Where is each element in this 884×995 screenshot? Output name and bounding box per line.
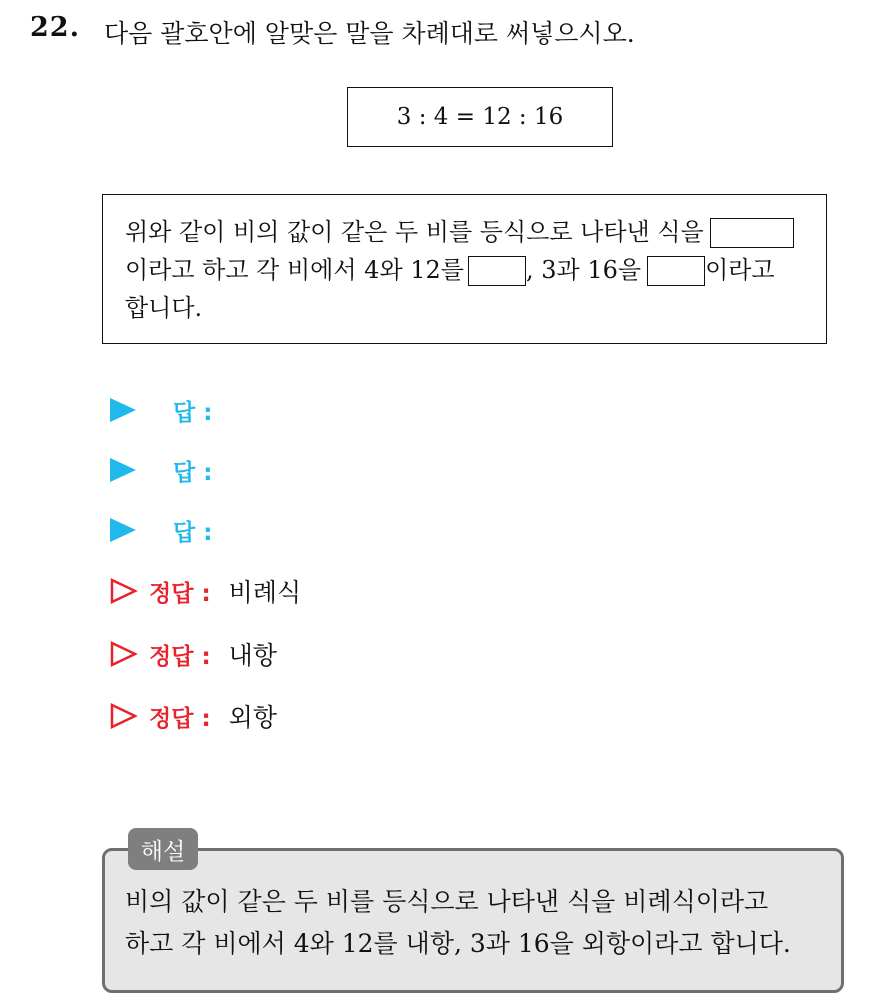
outline-triangle-icon: [110, 578, 138, 604]
passage-box: [102, 194, 827, 344]
play-triangle-icon: [110, 398, 136, 422]
passage-text-3: 합니다.: [125, 294, 203, 322]
correct-answer-row-3: [110, 699, 277, 733]
formula-text: 3 : 4 = 12 : 16: [396, 104, 564, 130]
explanation-box: [102, 848, 844, 993]
play-triangle-icon: [110, 518, 136, 542]
question-number: 22.: [30, 12, 80, 43]
correct-label: 정답 :: [149, 643, 211, 670]
blank-3[interactable]: [647, 256, 705, 286]
question-text: 다음 괄호안에 알맞은 말을 차례대로 써넣으시오.: [104, 19, 635, 48]
correct-label: 정답 :: [149, 705, 211, 732]
correct-label: 정답 :: [149, 580, 211, 607]
passage-text-2a: 이라고 하고 각 비에서 4와 12를: [125, 256, 464, 284]
answer-label: 답 :: [173, 519, 213, 546]
outline-triangle-icon: [110, 703, 138, 729]
correct-value: 외항: [228, 703, 277, 732]
passage-line-3: [125, 289, 826, 327]
blank-1[interactable]: [710, 218, 794, 248]
passage-text-1: 위와 같이 비의 값이 같은 두 비를 등식으로 나타낸 식을: [125, 218, 704, 246]
answer-row-2: [110, 455, 212, 485]
explanation-tab: 해설: [128, 828, 198, 870]
explanation-line-2: 하고 각 비에서 4와 12를 내항, 3과 16을 외항이라고 합니다.: [125, 929, 791, 958]
correct-answer-row-1: [110, 574, 301, 608]
correct-value: 내항: [228, 641, 277, 670]
passage-line-1: [125, 213, 826, 251]
answer-row-3: [110, 515, 212, 545]
correct-value: 비례식: [228, 578, 302, 607]
answer-row-1: [110, 395, 212, 425]
answer-label: 답 :: [173, 399, 213, 426]
formula-box: [347, 87, 613, 147]
correct-answer-row-2: [110, 637, 277, 671]
passage-text-2c: 이라고: [705, 256, 775, 284]
blank-2[interactable]: [468, 256, 526, 286]
outline-triangle-icon: [110, 641, 138, 667]
answer-label: 답 :: [173, 459, 213, 486]
passage-line-2: [125, 251, 826, 289]
explanation-line-1: 비의 값이 같은 두 비를 등식으로 나타낸 식을 비례식이라고: [125, 887, 769, 916]
play-triangle-icon: [110, 458, 136, 482]
passage-text-2b: , 3과 16을: [525, 256, 642, 284]
